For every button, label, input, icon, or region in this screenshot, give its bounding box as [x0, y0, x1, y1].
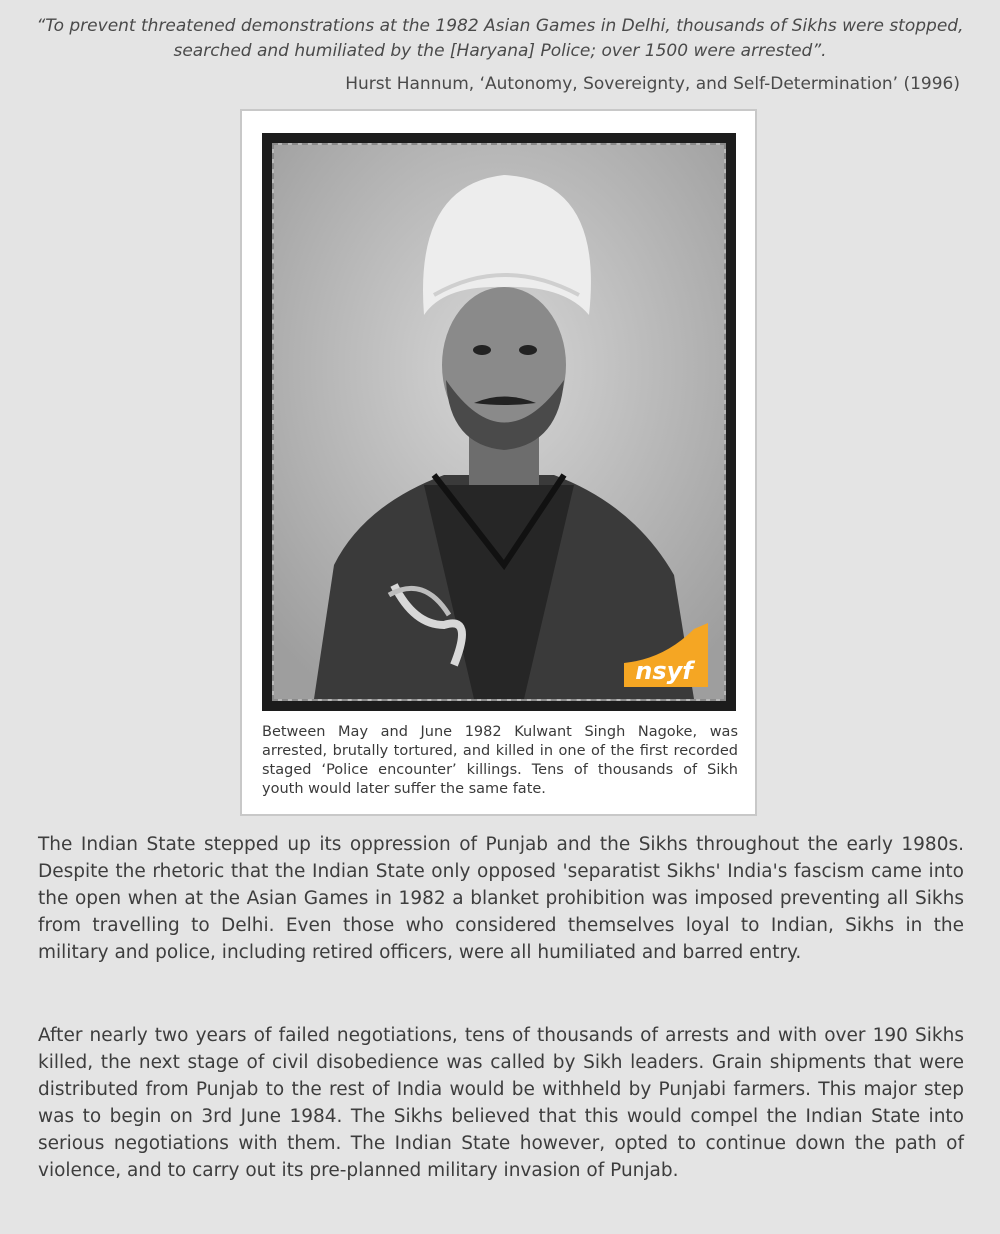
body-paragraph-1: The Indian State stepped up its oppression of Punjab and the Sikhs throughout the early 1980s. Despite the rhetoric that the Indian State only opposed 'separatist Sikhs' India's fascism came into the open when at the Asian Games in 1982 a blanket prohibition was imposed preventing all Sikhs from travelling to Delhi. Even those who considered themselves loyal to Indian, Sikhs in the military and police, including retired officers, were all humiliated and barred entry. — [38, 834, 964, 963]
nsyf-logo — [624, 623, 708, 687]
portrait-photo — [272, 143, 726, 701]
logo-text: nsyf — [635, 657, 693, 685]
photo-frame — [262, 133, 736, 711]
epigraph-citation: Hurst Hannum, ‘Autonomy, Sovereignty, and Self-Determination’ (1996) — [345, 74, 960, 94]
body-paragraph-2: After nearly two years of failed negotiations, tens of thousands of arrests and with over 190 Sikhs killed, the next stage of civil disobedience was called by Sikh leaders. Grain shipments that were distributed from Punjab to the rest of India would be withheld by Punjabi farmers. This major step was to begin on 3rd June 1984. The Sikhs believed that this would compel the Indian State into serious negotiations with them. The Indian State however, opted to continue down the path of violence, and to carry out its pre-planned military invasion of Punjab. — [38, 1025, 964, 1181]
epigraph-quote: “To prevent threatened demonstrations at the 1982 Asian Games in Delhi, thousands of Sikhs were stopped, searched and humiliated by the [Haryana] Police; over 1500 were arrested”. — [36, 16, 964, 61]
portrait-illustration — [274, 145, 724, 699]
photo-caption: Between May and June 1982 Kulwant Singh Nagoke, was arrested, brutally tortured, and killed in one of the first recorded staged ‘Police encounter’ killings. Tens of thousands of Sikh youth would later suffer the same fate. — [262, 724, 738, 797]
photo-card — [240, 109, 757, 816]
